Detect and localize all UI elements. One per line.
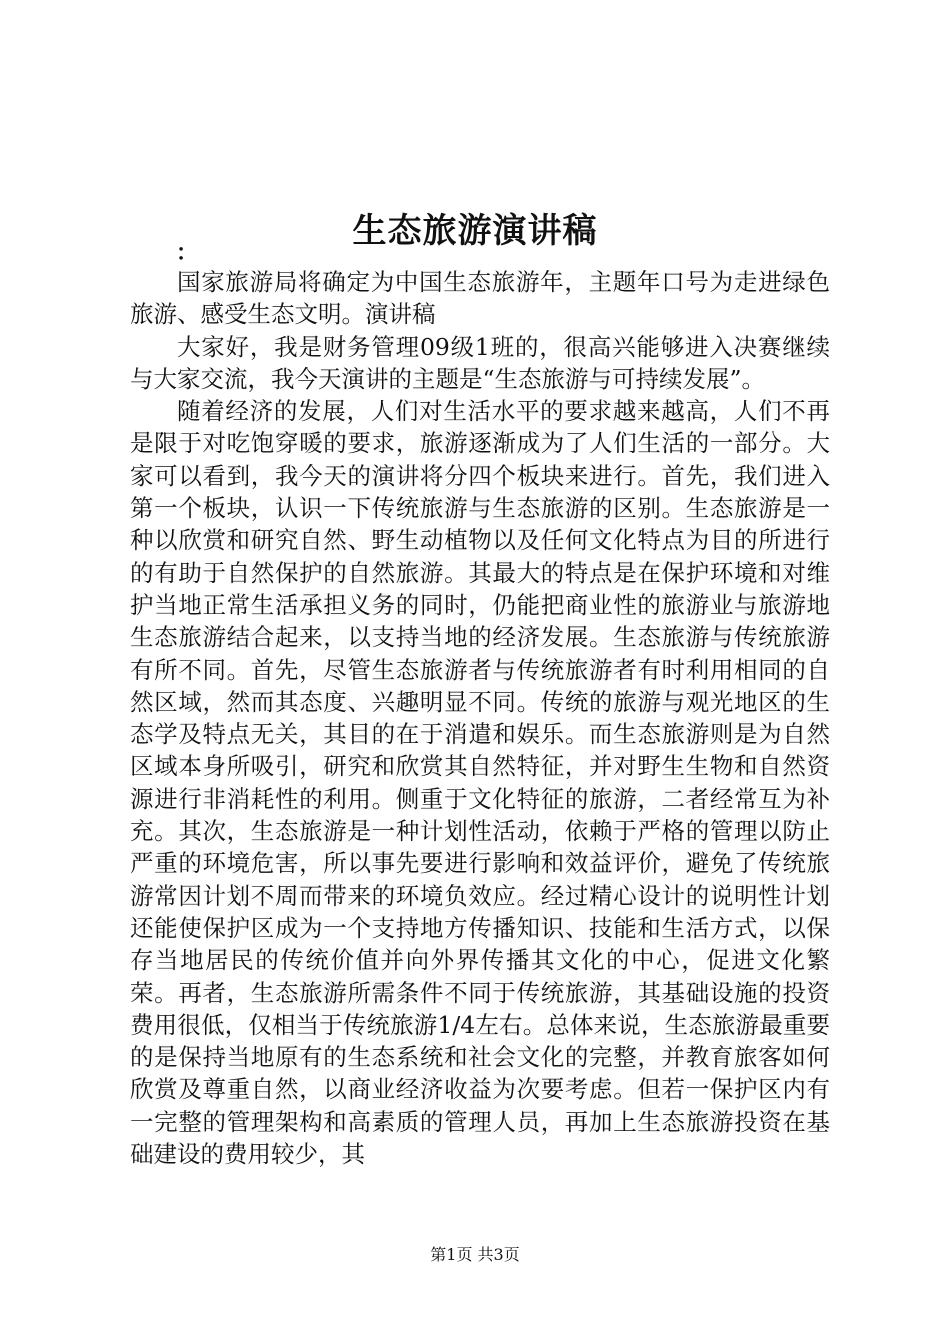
document-title: 生态旅游演讲稿 <box>352 210 598 251</box>
page-footer: 第1页 共3页 <box>430 1245 520 1264</box>
paragraph: 国家旅游局将确定为中国生态旅游年，主题年口号为走进绿色旅游、感受生态文明。演讲稿 <box>130 268 830 329</box>
paragraph: 随着经济的发展，人们对生活水平的要求越来越高，人们不再是限于对吃饱穿暖的要求，旅游逐渐成为了人们生活的一部分。大家可以看到，我今天的演讲将分四个板块来进行。首先，我们进入第一个板块，认识一下传统旅游与生态旅游的区别。生态旅游是一种以欣赏和研究自然、野生动植物以及任何文化特点为目的所进行的有助于自然保护的自然旅游。其最大的特点是在保护环境和对维护当地正常生活承担义务的同时，仍能把商业性的旅游业与旅游地生态旅游结合起来，以支持当地的经济发展。生态旅游与传统旅游有所不同。首先，尽管生态旅游者与传统旅游者有时利用相同的自然区域，然而其态度、兴趣明显不同。传统的旅游与观光地区的生态学及特点无关，其目的在于消遣和娱乐。而生态旅游则是为自然区域本身所吸引，研究和欣赏其自然特征，并对野生生物和自然资源进行非消耗性的利用。侧重于文化特征的旅游，二者经常互为补充。其次，生态旅游是一种计划性活动，依赖于严格的管理以防止严重的环境危害，所以事先要进行影响和效益评价，避免了传统旅游常因计划不周而带来的环境负效应。经过精心设计的说明性计划还能使保护区成为一个支持地方传播知识、技能和生活方式，以保存当地居民的传统价值并向外界传播其文化的中心，促进文化繁荣。再者，生态旅游所需条件不同于传统旅游，其基础设施的投资费用很低，仅相当于传统旅游1/4左右。总体来说，生态旅游最重要的是保持当地原有的生态系统和社会文化的完整，并教育旅客如何欣赏及尊重自然，以商业经济收益为次要考虑。但若一保护区内有一完整的管理架构和高素质的管理人员，再加上生态旅游投资在基础建设的费用较少，其 <box>130 397 830 1169</box>
paragraph: 大家好，我是财务管理09级1班的，很高兴能够进入决赛继续与大家交流，我今天演讲的主题是“生态旅游与可持续发展”。 <box>130 332 830 393</box>
colon-mark: ： <box>176 240 199 266</box>
document-body <box>130 266 830 1170</box>
